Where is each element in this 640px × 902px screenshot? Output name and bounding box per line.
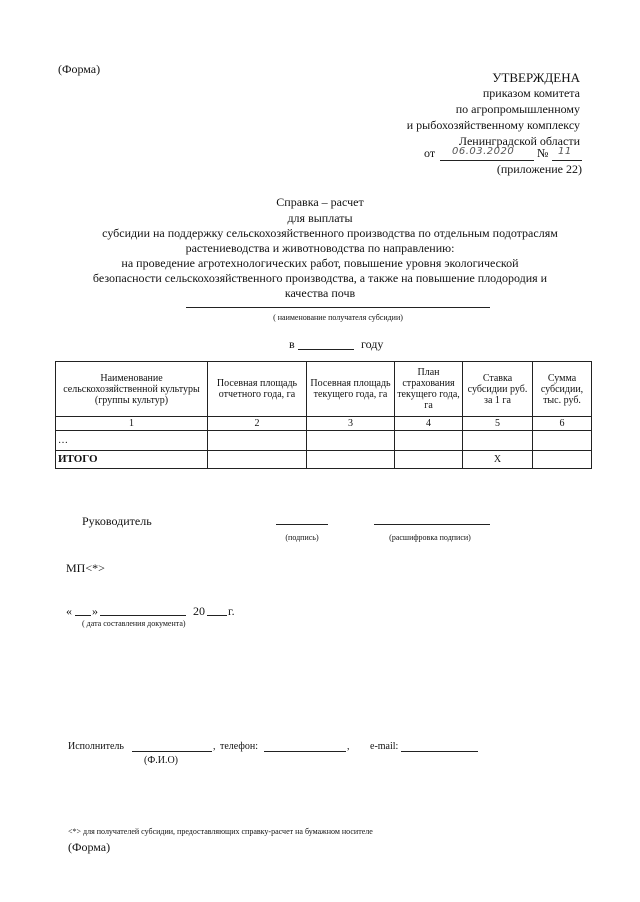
table-cell[interactable]: [533, 451, 592, 469]
table-cell[interactable]: [208, 431, 307, 451]
footnote: <*> для получателей субсидии, предоставляющих справку-расчет на бумажном носителе: [68, 827, 373, 836]
comma-separator: ,: [347, 741, 350, 752]
table-cell[interactable]: [463, 431, 533, 451]
date-year-field[interactable]: [207, 615, 227, 616]
header-insurance-plan: План страхования текущего года, га: [395, 362, 463, 417]
header-sum: Сумма субсидии, тыс. руб.: [533, 362, 592, 417]
date-open-quote: «: [66, 604, 72, 618]
header-area-current: Посевная площадь текущего года, га: [307, 362, 395, 417]
recipient-name-field[interactable]: [186, 307, 490, 308]
stamp-label: МП<*>: [66, 561, 105, 575]
approval-title: УТВЕРЖДЕНА: [492, 70, 580, 85]
doc-title-line: растениеводства и животноводства по направлению:: [185, 241, 455, 255]
table-cell[interactable]: [208, 451, 307, 469]
head-label: Руководитель: [82, 514, 152, 528]
year-suffix-g: г.: [228, 604, 235, 618]
phone-label: телефон:: [220, 741, 258, 752]
table-cell[interactable]: [307, 431, 395, 451]
approval-number-prefix: №: [537, 146, 549, 160]
total-x-cell: Х: [463, 451, 533, 469]
table-cell[interactable]: [395, 451, 463, 469]
table-row-placeholder: …: [56, 431, 208, 451]
email-field[interactable]: [401, 751, 478, 752]
header-crop: Наименование сельскохозяйственной культуры (группы культур): [56, 362, 208, 417]
executor-label: Исполнитель: [68, 741, 124, 752]
header-area-prev: Посевная площадь отчетного года, га: [208, 362, 307, 417]
email-label: e-mail:: [370, 741, 399, 752]
year-prefix-20: 20: [193, 604, 205, 618]
approval-date-prefix: от: [424, 146, 436, 160]
table-cell[interactable]: [533, 431, 592, 451]
doc-title-line: безопасности сельскохозяйственного производства, а также на повышение плодородия и: [92, 271, 548, 285]
approval-line: по агропромышленному: [455, 102, 580, 116]
doc-title-line: на проведение агротехнологических работ, повышение уровня экологической: [121, 256, 519, 270]
date-underline: [440, 160, 534, 161]
phone-field[interactable]: [264, 751, 346, 752]
doc-title-line: качества почв: [284, 286, 356, 300]
total-label: ИТОГО: [56, 451, 208, 469]
signature-caption: (подпись): [285, 533, 319, 542]
signature-decode-field[interactable]: [374, 524, 490, 525]
column-number: 3: [307, 417, 395, 431]
signature-field[interactable]: [276, 524, 328, 525]
fio-caption: (Ф.И.О): [144, 755, 179, 766]
subsidy-table: [55, 361, 592, 469]
doc-title-line: Справка – расчет: [276, 195, 364, 209]
column-number: 6: [533, 417, 592, 431]
year-field[interactable]: [298, 349, 354, 350]
signature-decode-caption: (расшифровка подписи): [389, 533, 471, 542]
approval-line: приказом комитета: [482, 86, 580, 100]
date-close-quote: »: [92, 604, 98, 618]
form-label-top: (Форма): [58, 62, 101, 76]
approval-line: и рыбохозяйственному комплексу: [406, 118, 580, 132]
table-cell[interactable]: [395, 431, 463, 451]
doc-title-line: субсидии на поддержку сельскохозяйственного производства по отдельным подотраслям: [102, 226, 558, 240]
date-caption: ( дата составления документа): [82, 619, 186, 628]
recipient-caption: ( наименование получателя субсидии): [273, 313, 403, 322]
column-number: 1: [56, 417, 208, 431]
executor-field[interactable]: [132, 751, 212, 752]
approval-number-handwritten: 11: [558, 146, 572, 157]
header-rate: Ставка субсидии руб. за 1 га: [463, 362, 533, 417]
column-number: 4: [395, 417, 463, 431]
month-field[interactable]: [100, 615, 186, 616]
approval-line: Ленинградской области: [458, 134, 580, 148]
day-field[interactable]: [75, 615, 91, 616]
number-underline: [552, 160, 582, 161]
comma-separator: ,: [213, 741, 216, 752]
column-number: 2: [208, 417, 307, 431]
column-number: 5: [463, 417, 533, 431]
year-prefix: в: [289, 337, 295, 351]
table-cell[interactable]: [307, 451, 395, 469]
approval-appendix: (приложение 22): [496, 162, 582, 176]
doc-title-line: для выплаты: [287, 211, 353, 225]
year-suffix: году: [361, 337, 384, 351]
approval-date-handwritten: 06.03.2020: [452, 146, 515, 157]
form-label-bottom: (Форма): [68, 840, 111, 854]
